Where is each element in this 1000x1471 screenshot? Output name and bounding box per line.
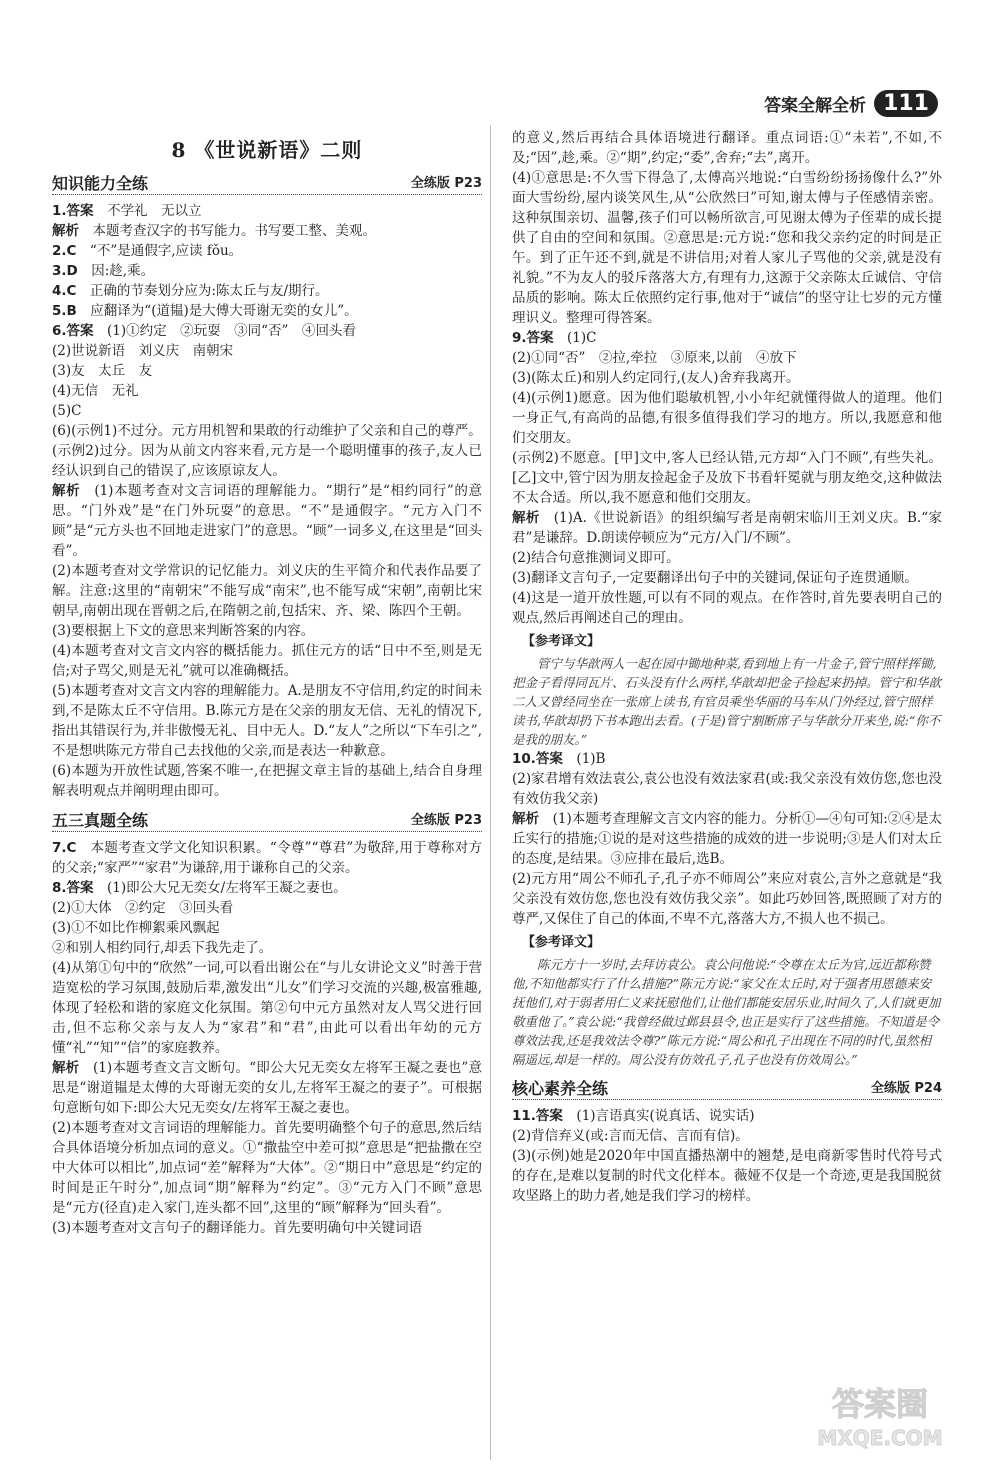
right-column xyxy=(512,128,942,1206)
section-ref: 全练版 P23 xyxy=(410,813,482,828)
answer-line: 7.C 本题考查文学文化知识积累。“令尊”“尊君”为敬辞,用于尊称对方的父亲;“家严”“家君”为谦辞,用于谦称自己的父亲。 xyxy=(52,840,482,876)
section-ref: 全练版 P23 xyxy=(410,176,482,191)
answer-line: 1.答案 不学礼 无以立 xyxy=(52,203,202,219)
page-header xyxy=(764,90,938,117)
answer-line: 解析 (1)本题考查文言文断句。“即公大兄无奕女左将军王凝之妻也”意思是“谢道韫是太傅的大哥谢无奕的女儿,左将军王凝之的妻子”。可根据句意断句如下:即公大兄无奕女/左将军王凝之妻也。 xyxy=(52,1060,482,1116)
watermark-logo xyxy=(790,1373,970,1453)
answer-line: (2)本题考查对文学常识的记忆能力。刘义庆的生平简介和代表作品要了解。注意:这里的“南朝宋”不能写成“南宋”,也不能写成“宋朝”,南朝比宋朝早,南朝出现在晋朝之后,在隋朝之前,包括宋、齐、梁、陈四个王朝。 xyxy=(52,563,482,619)
section-title: 知识能力全练 xyxy=(52,174,154,194)
answer-list xyxy=(512,128,942,628)
answer-line: 5.B 应翻译为“(道韫)是大傅大哥谢无奕的女儿”。 xyxy=(52,303,358,319)
answer-line: (示例2)过分。因为从前文内容来看,元方是一个聪明懂事的孩子,友人已经认识到自己的错误了,应该原谅友人。 xyxy=(52,443,482,479)
answer-line: (4)从第①句中的“欣然”一词,可以看出谢公在“与儿女讲论文义”时善于营造宽松的学习氛围,鼓励后辈,激发出“儿女”们学习交流的兴趣,极富雅趣,体现了轻松和谐的家庭文化氛围。第②句中元方虽然对友人骂父进行回击,但不忘称父亲与友人为“家君”和“君”,由此可以看出年幼的元方懂“礼”“知”“信”的家庭教养。 xyxy=(52,960,482,1056)
section-header-exam xyxy=(52,811,482,832)
reference-translation-label: 【参考译文】 xyxy=(522,634,601,649)
answer-line: (4)这是一道开放性题,可以有不同的观点。在作答时,首先要表明自己的观点,然后再阐述自己的理由。 xyxy=(512,590,942,626)
column-divider xyxy=(490,125,491,1460)
section-header-core xyxy=(512,1079,942,1100)
answer-line: 解析 (1)本题考查对文言词语的理解能力。“期行”是“相约同行”的意思。“门外戏”是“在门外玩耍”的意思。“不”是通假字。“元方入门不顾”是“元方头也不回地走进家门”的意思。“顾”一词多义,在这里是“回头看”。 xyxy=(52,483,483,559)
answer-line: 2.C “不”是通假字,应读 fǒu。 xyxy=(52,243,243,259)
answer-line: (2)世说新语 刘义庆 南朝宋 xyxy=(52,343,234,359)
answer-line: 11.答案 (1)言语真实(说真话、说实话) xyxy=(512,1108,755,1124)
answer-line: 解析 (1)A.《世说新语》的组织编写者是南朝宋临川王刘义庆。B.“家君”是谦辞。D.朗读停顿应为“元方/入门/不顾”。 xyxy=(512,510,943,546)
answer-line: 解析 本题考查汉字的书写能力。书写要工整、美观。 xyxy=(52,223,376,239)
answer-list xyxy=(52,838,482,1238)
header-title: 答案全解全析 xyxy=(764,96,867,116)
left-column xyxy=(52,140,482,1238)
answer-line: (2)①同“否” ②拉,牵拉 ③原来,以前 ④放下 xyxy=(512,350,797,366)
section-ref: 全练版 P24 xyxy=(870,1081,942,1096)
page-number: 111 xyxy=(874,90,938,117)
answer-line: (2)元方用“周公不师孔子,孔子亦不师周公”来应对袁公,言外之意就是“我父亲没有效仿您,您也没有效仿我父亲”。如此巧妙回答,既照顾了对方的尊严,又保住了自己的体面,不卑不亢,落落大方,不损人也不损己。 xyxy=(512,871,942,927)
answer-line: (6)本题为开放性试题,答案不唯一,在把握文章主旨的基础上,结合自身理解表明观点并阐明理由即可。 xyxy=(52,763,482,799)
answer-line: 8.答案 (1)即公大兄无奕女/左将军王凝之妻也。 xyxy=(52,880,347,896)
answer-line: (3)要根据上下文的意思来判断答案的内容。 xyxy=(52,623,315,639)
answer-line: (示例2)不愿意。[甲]文中,客人已经认错,元方却“入门不顾”,有些失礼。[乙]文中,管宁因为朋友捡起金子及放下书看轩冕就与朋友绝交,这种做法不太合适。所以,我不愿意和他们交朋友。 xyxy=(512,450,942,506)
answer-line: (2)结合句意推测词义即可。 xyxy=(512,550,680,566)
answer-line: (5)C xyxy=(52,403,82,419)
reference-translation-label: 【参考译文】 xyxy=(522,935,601,950)
answer-line: (5)本题考查对文言文内容的理解能力。A.是朋友不守信用,约定的时间未到,不是陈太丘不守信用。B.陈元方是在父亲的朋友无信、无礼的情况下,指出其错误行为,并非傲慢无礼、目中无人。D.“友人”之所以“下车引之”,不是想哄陈元方带自己去找他的父亲,而是表达一种歉意。 xyxy=(52,683,482,759)
answer-line: (2)本题考查对文言词语的理解能力。首先要明确整个句子的意思,然后结合具体语境分析加点词的意义。①“撒盐空中差可拟”意思是“把盐撒在空中大体可以相比”,加点词“差”解释为“大体”。②“期日中”意思是“约定的时间是正午时分”,加点词“期”解释为“约定”。③“元方入门不顾”意思是“元方(径直)走入家门,连头都不回”,这里的“顾”解释为“回头看”。 xyxy=(52,1120,482,1216)
answer-line: (6)(示例1)不过分。元方用机智和果敢的行动维护了父亲和自己的尊严。 xyxy=(52,423,482,439)
answer-line: (3)(示例)她是2020年中国直播热潮中的翘楚,是电商新零售时代符号式的存在,是难以复制的时代文化样本。薇娅不仅是一个奇迹,更是我国脱贫攻坚路上的助力者,她是我们学习的榜样。 xyxy=(512,1148,942,1204)
answer-line: ②和别人相约同行,却丢下我先走了。 xyxy=(52,940,273,956)
answer-line: 6.答案 (1)①约定 ②玩耍 ③同“否” ④回头看 xyxy=(52,323,356,339)
answer-line: (3)友 太丘 友 xyxy=(52,363,153,379)
answer-list xyxy=(52,201,482,801)
answer-line: (3)(陈太丘)和别人约定同行,(友人)舍弃我离开。 xyxy=(512,370,800,386)
answer-line: (4)(示例1)愿意。因为他们聪敏机智,小小年纪就懂得做人的道理。他们一身正气,有高尚的品德,有很多值得我们学习的地方。所以,我愿意和他们交朋友。 xyxy=(512,390,942,446)
answer-line: (3)①不如比作柳絮乘风飘起 xyxy=(52,920,220,936)
answer-line: 的意义,然后再结合具体语境进行翻译。重点词语:①“未若”,不如,不及;“因”,趁,乘。②“期”,约定;“委”,舍弃;“去”,离开。 xyxy=(512,130,942,166)
answer-line: 3.D 因:趁,乘。 xyxy=(52,263,155,279)
answer-line: (4)无信 无礼 xyxy=(52,383,139,399)
answer-line: (2)家君增有效法袁公,袁公也没有效法家君(或:我父亲没有效仿您,您也没有效仿我父亲) xyxy=(512,771,942,807)
answer-line: 9.答案 (1)C xyxy=(512,330,597,346)
answer-line: 解析 (1)本题考查理解文言文内容的能力。分析①—④句可知:②④是太丘实行的措施;①说的是对这些措施的成效的进一步说明;③是人们对太丘的态度,是结果。③应排在最后,选B。 xyxy=(512,811,943,867)
answer-list xyxy=(512,749,942,929)
section-title: 五三真题全练 xyxy=(52,811,154,831)
answer-line: (3)本题考查对文言句子的翻译能力。首先要明确句中关键词语 xyxy=(52,1220,423,1236)
reference-translation: 管宁与华歆两人一起在园中锄地种菜,看到地上有一片金子,管宁照样挥锄,把金子看得同瓦片、石头没有什么两样,华歆却把金子捡起来扔掉。管宁和华歆二人又曾经同坐在一张席上读书,有官员乘坐华丽的马车从门外经过,管宁照样读书,华歆却扔下书本跑出去看。(于是)管宁割断席子与华歆分开来坐,说:“你不是我的朋友。” xyxy=(512,656,941,747)
watermark-text: 答案圈 xyxy=(831,1385,929,1423)
answer-line: 4.C 正确的节奏划分应为:陈太丘与友/期行。 xyxy=(52,283,329,299)
answer-line: 10.答案 (1)B xyxy=(512,751,606,767)
lesson-title: 8 《世说新语》二则 xyxy=(171,138,363,162)
answer-line: (4)①意思是:不久雪下得急了,太傅高兴地说:“白雪纷纷扬扬像什么?”外面大雪纷纷,屋内谈笑风生,从“公欣然曰”可知,谢太傅与子侄感情亲密。这种氛围亲切、温馨,孩子们可以畅所欲言,可见谢太傅为子侄辈的成长提供了自由的空间和氛围。②意思是:元方说:“您和我父亲约定的时间是正午。到了正午还不到,就是不讲信用;对着人家儿子骂他的父亲,就是没有礼貌。”不为友人的驳斥落落大方,有理有力,这源于父亲陈太丘诚信、守信品质的影响。陈太丘依照约定行事,他对于“诚信”的坚守让七岁的元方懂理识义。整理可得答案。 xyxy=(512,170,942,326)
section-title: 核心素养全练 xyxy=(512,1079,614,1099)
answer-line: (4)本题考查对文言文内容的概括能力。抓住元方的话“日中不至,则是无信;对子骂父,则是无礼”就可以准确概括。 xyxy=(52,643,482,679)
answer-list xyxy=(512,1106,942,1206)
reference-translation: 陈元方十一岁时,去拜访袁公。袁公问他说:“令尊在太丘为官,远近都称赞他,不知他都实行了什么措施?”陈元方说:“家父在太丘时,对于强者用恩德来安抚他们,对于弱者用仁义来抚慰他们,让他们都能安居乐业,时间久了,人们就更加敬重他了。”袁公说:“我曾经做过邺县县令,也正是实行了这些措施。不知道是令尊效法我,还是我效法令尊?”陈元方说:“周公和孔子出现在不同的时代,虽然相隔遥远,却是一样的。周公没有仿效孔子,孔子也没有仿效周公。” xyxy=(512,957,941,1067)
watermark-url: MXQE.COM xyxy=(817,1426,943,1450)
section-header-knowledge xyxy=(52,174,482,195)
answer-line: (2)①大体 ②约定 ③回头看 xyxy=(52,900,234,916)
answer-line: (2)背信弃义(或:言而无信、言而有信)。 xyxy=(512,1128,749,1144)
answer-line: (3)翻译文言句子,一定要翻译出句子中的关键词,保证句子连贯通顺。 xyxy=(512,570,918,586)
